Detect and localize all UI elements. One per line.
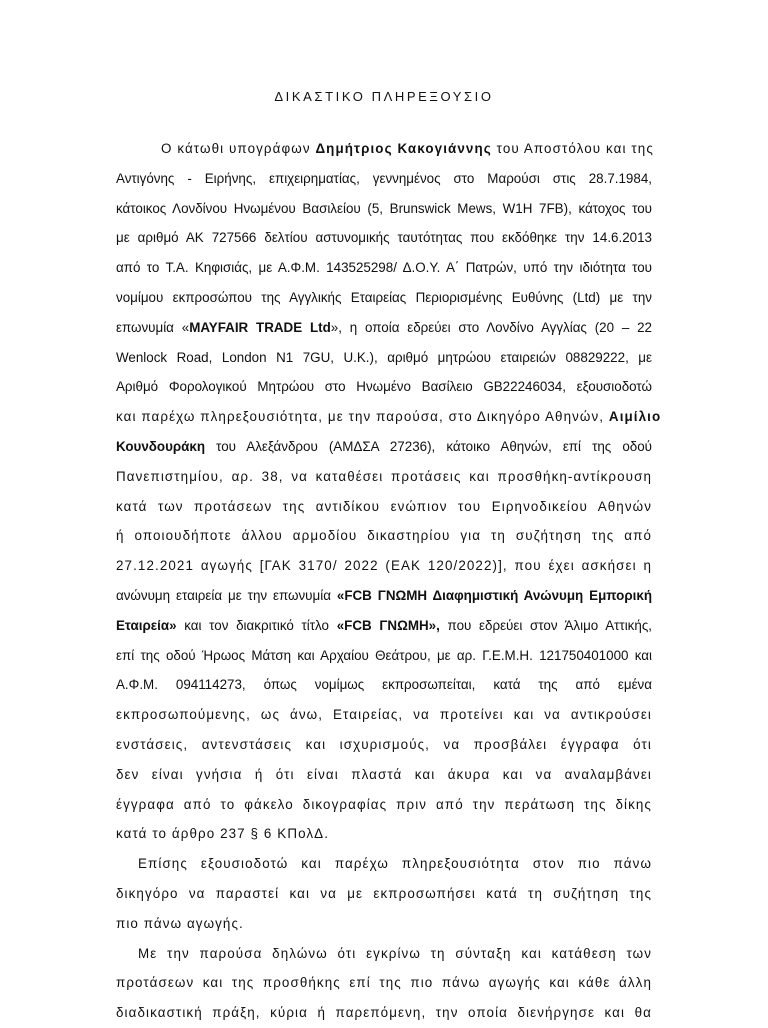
bold-text: Εταιρεία» (116, 617, 177, 633)
bold-text: Κουνδουράκη (116, 438, 206, 454)
text-run: Αντιγόνης - Ειρήνης, επιχειρηματίας, γεννημένος στο Μαρούσι στις 28.7.1984, (116, 170, 652, 186)
text-line (116, 879, 652, 909)
text-line (116, 492, 652, 522)
text-line (116, 790, 652, 820)
text-run: που εδρεύει στον Άλιμο Αττικής, (439, 617, 652, 633)
text-run: κατά το άρθρο 237 § 6 ΚΠολΔ. (116, 826, 330, 842)
text-line (116, 223, 652, 253)
text-run: Πανεπιστημίου, αρ. 38, να καταθέσει προτάσεις και προσθήκη-αντίκρουση (116, 468, 652, 484)
text-run: κατά των προτάσεων της αντιδίκου ενώπιον του Ειρηνοδικείου Αθηνών (116, 498, 652, 514)
text-run: δικηγόρο να παραστεί και να με εκπροσωπήσει κατά τη συζήτηση της (116, 885, 652, 901)
text-run: ανώνυμη εταιρεία με την επωνυμία (116, 587, 337, 603)
text-run: Ο κάτωθι υπογράφων (161, 141, 316, 156)
text-line (116, 432, 652, 462)
document-body (116, 134, 662, 1028)
text-run: προτάσεων και της προσθήκης επί της πιο πάνω αγωγής και κάθε άλλη (116, 975, 652, 991)
bold-text: «FCB ΓΝΩΜΗ Διαφημιστική Ανώνυμη Εμπορική (336, 587, 652, 603)
text-run: επωνυμία « (116, 319, 190, 335)
text-line (116, 581, 652, 611)
text-run: και τον διακριτικό τίτλο (176, 617, 337, 633)
text-line (116, 134, 652, 164)
text-run: ενστάσεις, αντενστάσεις και ισχυρισμούς, να προσβάλει έγγραφα ότι (116, 736, 652, 752)
text-line (116, 194, 652, 224)
text-line (116, 283, 652, 313)
text-run: Με την παρούσα δηλώνω ότι εγκρίνω τη σύνταξη και κατάθεση των (138, 945, 652, 961)
text-run: εκπροσωπούμενης, ως άνω, Εταιρείας, να προτείνει και να αντικρούσει (116, 707, 652, 723)
text-run: Επίσης εξουσιοδοτώ και παρέχω πληρεξουσιότητα στον πιο πάνω (138, 856, 652, 872)
text-line (116, 253, 652, 283)
text-run: », η οποία εδρεύει στο Λονδίνο Αγγλίας (20 – 22 (330, 319, 652, 335)
bold-text: Δημήτριος Κακογιάννης (315, 141, 492, 156)
text-run: πιο πάνω αγωγής. (116, 915, 244, 931)
text-run: κάτοικος Λονδίνου Ηνωμένου Βασιλείου (5, Brunswick Mews, W1H 7FB), κάτοχος του (116, 200, 652, 216)
text-run: ή οποιουδήποτε άλλου αρμοδίου δικαστηρίου για τη συζήτηση της από (116, 528, 652, 544)
text-line (116, 372, 652, 402)
text-line (116, 343, 652, 373)
text-line (116, 939, 652, 969)
text-run: νομίμου εκπροσώπου της Αγγλικής Εταιρείας Περιορισμένης Ευθύνης (Ltd) με την (116, 289, 652, 305)
text-run: Α.Φ.Μ. 094114273, όπως νομίμως εκπροσωπείται, κατά της από εμένα (116, 677, 652, 693)
bold-text: «FCB ΓΝΩΜΗ», (336, 617, 440, 633)
bold-text: Αιμίλιο (608, 409, 662, 425)
text-run: από το Τ.Α. Κηφισιάς, με Α.Φ.Μ. 143525298/ Δ.Ο.Υ. Α΄ Πατρών, υπό την ιδιότητα του (116, 260, 652, 276)
text-run: Wenlock Road, London N1 7GU, U.K.), αριθμό μητρώου εταιρειών 08829222, με (116, 349, 652, 365)
text-line (116, 700, 652, 730)
text-run: δεν είναι γνήσια ή ότι είναι πλαστά και άκυρα και να αναλαμβάνει (116, 766, 652, 782)
text-line (116, 611, 652, 641)
bold-text: MAYFAIR TRADE Ltd (189, 319, 331, 335)
text-line (116, 998, 652, 1028)
text-line (116, 909, 652, 939)
text-line (116, 641, 652, 671)
text-line (116, 313, 652, 343)
text-line (116, 521, 652, 551)
text-run: διαδικαστική πράξη, κύρια ή παρεπόμενη, την οποία διενήργησε και θα (116, 1005, 652, 1021)
text-run: 27.12.2021 αγωγής [ΓΑΚ 3170/ 2022 (ΕΑΚ 120/2022)], που έχει ασκήσει η (116, 558, 652, 574)
text-line (116, 968, 652, 998)
text-line (116, 730, 652, 760)
text-run: με αριθμό ΑΚ 727566 δελτίου αστυνομικής ταυτότητας που εκδόθηκε την 14.6.2013 (116, 230, 652, 246)
text-line (116, 849, 652, 879)
text-line (116, 402, 662, 432)
text-line (116, 670, 652, 700)
text-line (116, 462, 652, 492)
text-run: του Αλεξάνδρου (ΑΜΔΣΑ 27236), κάτοικο Αθηνών, επί της οδού (205, 438, 652, 454)
text-run: Αριθμό Φορολογικού Μητρώου στο Ηνωμένο Βασίλειο GB22246034, εξουσιοδοτώ (116, 379, 652, 395)
text-run: έγγραφα από το φάκελο δικογραφίας πριν από την περάτωση της δίκης (116, 796, 652, 812)
text-run: και παρέχω πληρεξουσιότητα, με την παρούσα, στο Δικηγόρο Αθηνών, (116, 409, 609, 425)
text-line (116, 760, 652, 790)
text-line (116, 819, 652, 849)
text-line (116, 551, 652, 581)
text-run: του Αποστόλου και της (491, 141, 654, 156)
text-run: επί της οδού Ήρωος Μάτση και Αρχαίου Θεάτρου, με αρ. Γ.Ε.Μ.Η. 121750401000 και (116, 647, 652, 663)
document-title: ΔΙΚΑΣΤΙΚΟ ΠΛΗΡΕΞΟΥΣΙΟ (274, 89, 494, 104)
text-line (116, 164, 652, 194)
